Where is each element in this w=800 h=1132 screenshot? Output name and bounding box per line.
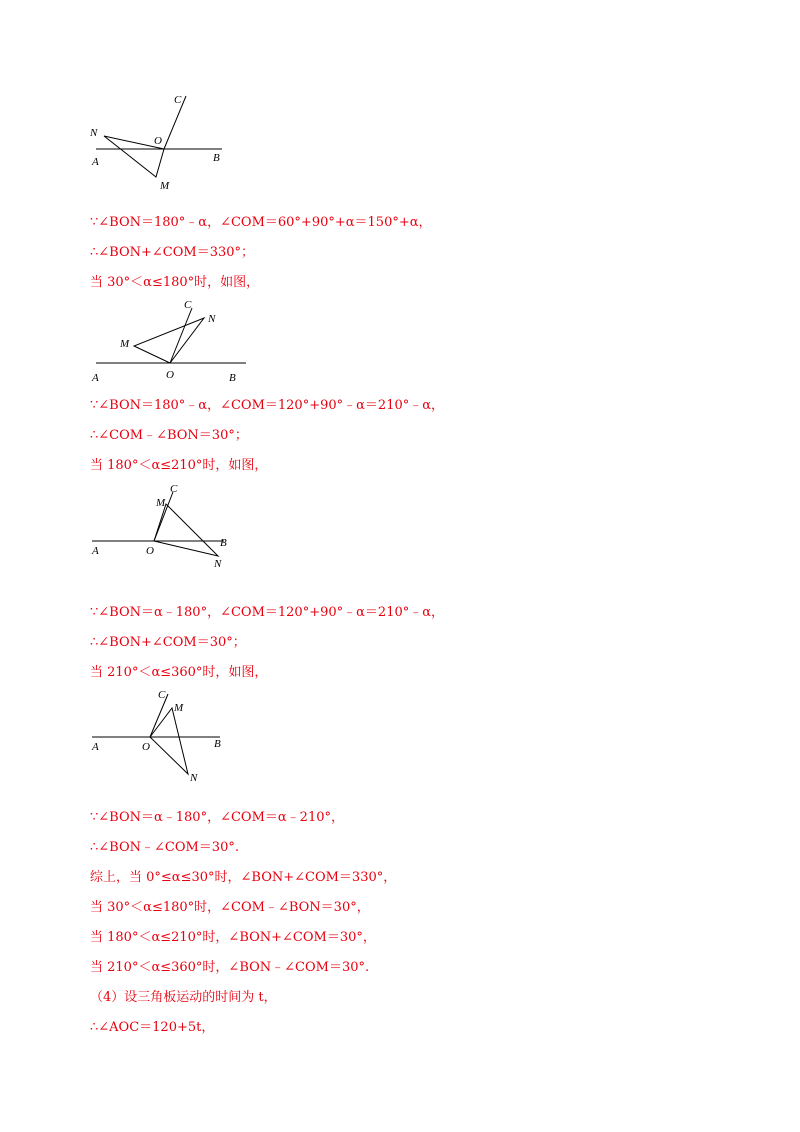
label-b: B xyxy=(229,372,236,384)
label-c: C xyxy=(170,483,178,495)
text-line-3: 当 30°＜α≤180°时，如图， xyxy=(90,275,260,290)
label-m: M xyxy=(174,702,184,714)
label-a: A xyxy=(92,741,99,753)
label-m: M xyxy=(156,497,166,509)
label-a: A xyxy=(92,372,99,384)
text-line-12: 综上，当 0°≤α≤30°时，∠BON+∠COM＝330°， xyxy=(90,870,397,885)
figure-3 xyxy=(86,480,246,572)
label-b: B xyxy=(220,537,227,549)
text-line-4: ∵∠BON＝180°﹣α，∠COM＝120°+90°﹣α＝210°﹣α， xyxy=(90,398,445,413)
label-b: B xyxy=(213,152,220,164)
label-b: B xyxy=(214,738,221,750)
label-a: A xyxy=(92,545,99,557)
text-line-5: ∴∠COM﹣∠BON＝30°； xyxy=(90,428,248,443)
label-n: N xyxy=(208,313,216,325)
triangle-omn xyxy=(154,504,218,556)
triangle-omn xyxy=(150,708,188,774)
text-line-6: 当 180°＜α≤210°时，如图， xyxy=(90,458,268,473)
label-c: C xyxy=(184,299,192,311)
label-c: C xyxy=(174,94,182,106)
text-line-13: 当 30°＜α≤180°时，∠COM﹣∠BON＝30°， xyxy=(90,900,370,915)
ray-oc xyxy=(170,308,192,363)
label-c: C xyxy=(158,689,166,701)
figure-1 xyxy=(86,88,246,198)
label-m: M xyxy=(160,180,170,192)
text-line-8: ∴∠BON+∠COM＝30°； xyxy=(90,635,246,650)
text-line-16: （4）设三角板运动的时间为 t， xyxy=(90,990,277,1005)
label-n: N xyxy=(190,772,198,784)
text-line-1: ∵∠BON＝180°﹣α，∠COM＝60°+90°+α＝150°+α， xyxy=(90,215,432,230)
text-line-15: 当 210°＜α≤360°时，∠BON﹣∠COM＝30°. xyxy=(90,960,370,975)
text-line-17: ∴∠AOC＝120+5t， xyxy=(90,1020,215,1035)
text-line-10: ∵∠BON＝α﹣180°，∠COM＝α﹣210°， xyxy=(90,810,344,825)
text-line-7: ∵∠BON＝α﹣180°，∠COM＝120°+90°﹣α＝210°﹣α， xyxy=(90,605,445,620)
label-n: N xyxy=(90,127,98,139)
label-a: A xyxy=(92,156,99,168)
label-o: O xyxy=(154,135,162,147)
label-o: O xyxy=(142,741,150,753)
text-line-11: ∴∠BON﹣∠COM＝30°. xyxy=(90,840,239,855)
figure-2 xyxy=(86,296,256,388)
label-m: M xyxy=(120,338,130,350)
text-line-2: ∴∠BON+∠COM＝330°； xyxy=(90,245,255,260)
figure-4 xyxy=(86,684,246,788)
label-n: N xyxy=(214,558,222,570)
triangle-omn xyxy=(134,318,204,363)
text-line-9: 当 210°＜α≤360°时，如图， xyxy=(90,665,268,680)
label-o: O xyxy=(166,369,174,381)
text-line-14: 当 180°＜α≤210°时，∠BON+∠COM＝30°， xyxy=(90,930,376,945)
label-o: O xyxy=(146,545,154,557)
